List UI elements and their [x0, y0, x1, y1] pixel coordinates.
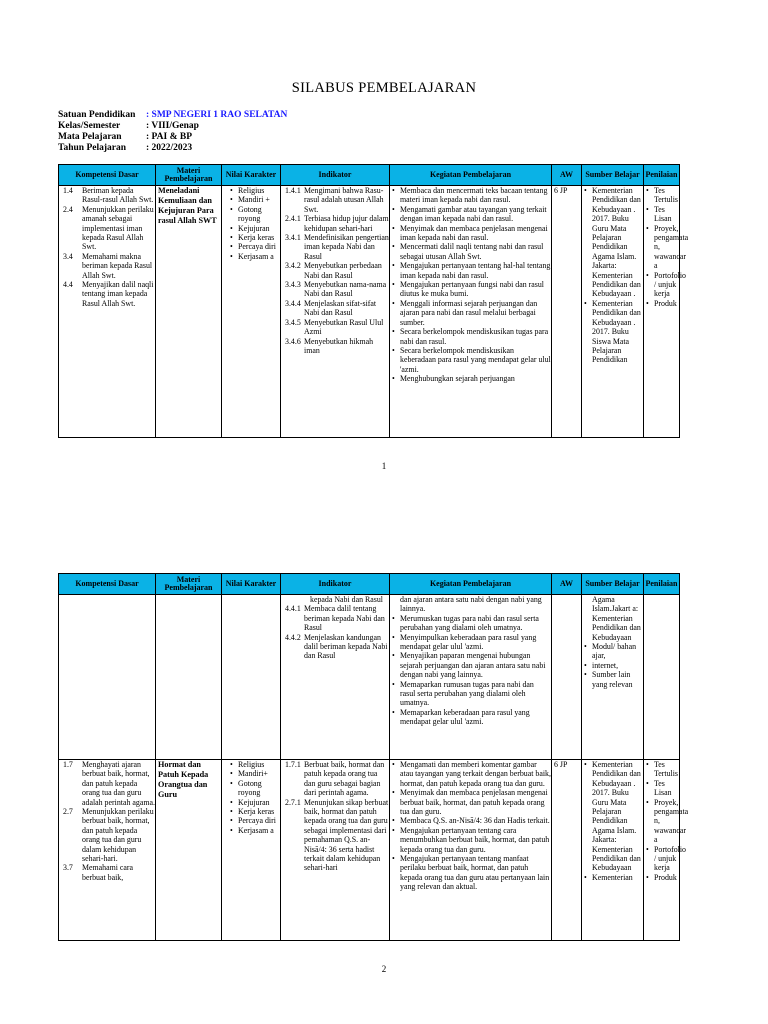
kegiatan-list [390, 186, 551, 384]
kegiatan-item: • Memaparkan rumusan tugas para nabi dan rasul serta perubahan yang dialami oleh umatnya. [400, 680, 551, 708]
sumber-item: • Modul/ bahan ajar, [592, 642, 643, 661]
indikator-list [281, 760, 389, 873]
header-sumber: Sumber Belajar [582, 574, 644, 595]
meta-row-subject [58, 132, 287, 143]
nilai-item: • Kerjasam a [238, 826, 280, 835]
cell-penilaian [644, 760, 689, 941]
indikator-item: 3.4.1 Mendefinisikan pengertian iman kepada Nabi dan Rasul [285, 233, 389, 261]
aw-text: 6 JP [554, 186, 568, 195]
nilai-item: • Mandiri+ [238, 769, 280, 778]
indikator-item: 3.4.5 Menyebutkan Rasul Ulul Azmi [285, 317, 384, 337]
aw-text: 6 JP [554, 760, 568, 769]
sumber-item: • Kementerian [592, 873, 643, 882]
sumber-item: • Kementerian Pendidikan dan Kebudayaan . 2017. Buku Siswa Mata Pelajaran Pendidikan [592, 299, 643, 365]
syllabus-meta [58, 110, 287, 154]
meta-value: : SMP NEGERI 1 RAO SELATAN [146, 110, 288, 120]
nilai-item: • Kejujuran [238, 798, 280, 807]
header-kegiatan: Kegiatan Pembelajaran [390, 574, 552, 595]
header-indikator: Indikator [281, 165, 390, 186]
kegiatan-item: • Merumuskan tugas para nabi dan rasul serta perubahan yang dialami oleh umatnya. [400, 614, 551, 633]
kegiatan-item: • Menggali informasi sejarah perjuangan dan ajaran para nabi dan rasul melalui berbagai sumber. [400, 299, 551, 327]
penilaian-item: • Proyek, pengamata n, wawancar a [654, 798, 679, 845]
meta-value: : PAI & BP [146, 132, 192, 142]
indikator-item: 1.7.1 Berbuat baik, hormat dan patuh kepada orang tua dan guru sebagai bagian dari perintah agama. [285, 760, 385, 798]
materi-text: Meneladani Kemuliaan dan Kejujuran Para rasul Allah SWT [158, 186, 217, 225]
indikator-continued: kepada Nabi dan Rasul [310, 595, 383, 604]
header-indikator: Indikator [281, 574, 390, 595]
penilaian-item: • Tes Tertulis [654, 760, 679, 779]
cell-indikator [281, 760, 390, 941]
indikator-item: 2.7.1 Menunjukan sikap berbuat baik, hormat dan patuh kepada orang tua dan guru sebagai implementasi dari pemahaman Q.S. an-Nisā/4: 36 serta hadist terkait dalam kehidupan sehari-hari [285, 797, 389, 873]
sumber-item: • Sumber lain yang relevan [592, 670, 643, 689]
cell-penilaian [644, 595, 680, 760]
meta-row-school [58, 110, 287, 121]
nilai-list [222, 760, 280, 835]
nilai-item: • Kejujuran [238, 224, 280, 233]
meta-row-year [58, 143, 287, 154]
meta-value: : 2022/2023 [146, 143, 193, 153]
kegiatan-list [390, 614, 551, 727]
header-materi: Materi Pembelajaran [156, 165, 222, 186]
kegiatan-item: • Mengajukan pertanyaan tentang hal-hal tentang iman kepada nabi dan rasul. [400, 261, 551, 280]
nilai-item: • Percaya diri [238, 816, 280, 825]
nilai-item: • Kerjasam a [238, 252, 280, 261]
header-kd: Kompetensi Dasar [59, 165, 156, 186]
cell-materi [156, 186, 222, 438]
kegiatan-item: • Mengamati gambar atau tayangan yang terkait dengan iman kepada nabi dan rasul. [400, 205, 551, 224]
kegiatan-item: • Membaca Q.S. an-Nisā/4: 36 dan Hadis terkait. [400, 816, 551, 825]
kd-list [59, 186, 155, 308]
cell-nilai [222, 595, 281, 760]
kegiatan-continued: dan ajaran antara satu nabi dengan nabi yang lainnya. [400, 595, 542, 614]
nilai-item: • Kerja keras [238, 233, 280, 242]
materi-text: Hormat dan Patuh Kepada Orangtua dan Guru [158, 760, 209, 799]
kegiatan-item: • Menyajikan paparan mengenai hubungan sejarah perjuangan dan ajaran antara satu nabi dengan nabi yang lainnya. [400, 651, 551, 679]
meta-label: Kelas/Semester [58, 121, 121, 131]
indikator-item: 3.4.4 Menjelaskan sifat-sifat Nabi dan Rasul [285, 298, 377, 318]
cell-materi [156, 595, 222, 760]
document-title: SILABUS PEMBELAJARAN [291, 80, 477, 96]
kegiatan-item: • Mengajukan pertanyaan tentang manfaat perilaku berbuat baik, hormat, dan patuh kepada orang tua dan guru atau pertanyaan lain yang relevan dan aktual. [400, 854, 551, 892]
penilaian-item: • Portofolio / unjuk kerja [654, 845, 679, 873]
header-kd: Kompetensi Dasar [59, 574, 156, 595]
penilaian-item: • Tes Tertulis [654, 186, 679, 205]
kegiatan-item: • Membaca dan mencermati teks bacaan tentang materi iman kepada nabi dan rasul. [400, 186, 551, 205]
kegiatan-item: • Menghubungkan sejarah perjuangan [400, 374, 551, 383]
kd-item: 2.7 Menunjukkan perilaku berbuat baik, hormat, dan patuh kepada orang tua dan guru dalam kehidupan sehari-hari. [63, 807, 154, 864]
sumber-list [582, 186, 643, 365]
kegiatan-item: • Mengajukan pertanyaan fungsi nabi dan rasul diutus ke muka bumi. [400, 280, 551, 299]
indikator-item: 2.4.1 Terbiasa hidup jujur dalam kehidupan sehari-hari [285, 214, 389, 233]
cell-kegiatan [390, 186, 552, 438]
cell-sumber [582, 595, 644, 760]
sumber-item: • internet, [592, 661, 643, 670]
page-number: 1 [381, 461, 387, 471]
penilaian-item: • Tes Lisan [654, 779, 679, 798]
cell-indikator [281, 595, 390, 760]
meta-label: Mata Pelajaran [58, 132, 122, 142]
header-sumber: Sumber Belajar [582, 165, 644, 186]
kegiatan-item: • Secara berkelompok mendiskusikan tugas para nabi dan rasul. [400, 327, 551, 346]
header-aw: AW [552, 574, 582, 595]
indikator-item: 4.4.1 Membaca dalil tentang beriman kepada Nabi dan Rasul [285, 604, 385, 633]
kd-item: 3.4 Memahami makna beriman kepada Rasul Allah Swt. [63, 251, 153, 280]
kegiatan-item: • Menyimak dan membaca penjelasan mengenai iman kepada nabi dan rasul. [400, 224, 551, 243]
cell-nilai [222, 186, 281, 438]
penilaian-list [644, 760, 689, 882]
sumber-list [582, 642, 643, 689]
cell-aw [552, 595, 582, 760]
meta-label: Tahun Pelajaran [58, 143, 127, 153]
penilaian-item: • Produk [654, 873, 679, 882]
indikator-item: 3.4.3 Menyebutkan nama-nama Nabi dan Rasul [285, 280, 387, 299]
sumber-continued: Agama Islam.Jakart a: Kementerian Pendidikan dan Kebudayaan [592, 595, 641, 642]
header-nilai: Nilai Karakter [222, 574, 281, 595]
kd-item: 2.4 Menunjukkan perilaku amanah sebagai implementasi iman kepada Rasul Allah Swt. [63, 204, 154, 252]
kegiatan-item: • Mengajukan pertanyaan tentang cara menumbuhkan berbuat baik, hormat, dan patuh kepada orang tua dan guru. [400, 826, 551, 854]
cell-sumber [582, 186, 644, 438]
meta-value: : VIII/Genap [146, 121, 199, 131]
penilaian-item: • Tes Lisan [654, 205, 679, 224]
nilai-item: • Percaya diri [238, 242, 280, 251]
nilai-item: • Gotong royong [238, 779, 280, 798]
nilai-item: • Gotong royong [238, 205, 280, 224]
kegiatan-item: • Mengamati dan memberi komentar gambar atau tayangan yang terkait dengan berbuat baik, hormat, dan patuh kepada orang tua dan guru. [400, 760, 551, 788]
kd-item: 3.7 Memahami cara berbuat baik, [63, 863, 134, 882]
header-aw: AW [552, 165, 582, 186]
nilai-item: • Mandiri + [238, 195, 280, 204]
kegiatan-item: • Secara berkelompok mendiskusikan keberadaan para rasul yang mendapat gelar ulul 'azmi. [400, 346, 551, 374]
cell-kd [59, 186, 156, 438]
cell-sumber [582, 760, 644, 941]
cell-materi [156, 760, 222, 941]
header-penilaian: Penilaian [644, 574, 680, 595]
kd-list [59, 760, 155, 882]
cell-kegiatan [390, 595, 552, 760]
cell-kd [59, 595, 156, 760]
cell-aw [552, 760, 582, 941]
header-nilai: Nilai Karakter [222, 165, 281, 186]
kegiatan-list [390, 760, 551, 892]
indikator-list [281, 186, 389, 355]
nilai-item: • Religius [238, 760, 280, 769]
page-number: 2 [381, 964, 387, 974]
kegiatan-item: • Menyimak dan membaca penjelasan mengenai berbuat baik, hormat, dan patuh kepada orang tua dan guru. [400, 788, 551, 816]
syllabus-table-page-2 [58, 573, 689, 941]
nilai-item: • Kerja keras [238, 807, 280, 816]
indikator-item: 3.4.6 Menyebutkan hikmah iman [285, 336, 374, 355]
cell-aw [552, 186, 582, 438]
kd-item: 4.4 Menyajikan dalil naqli tentang iman kepada Rasul Allah Swt. [63, 280, 154, 308]
header-penilaian: Penilaian [644, 165, 680, 186]
nilai-list [222, 186, 280, 261]
sumber-item: • Kementerian Pendidikan dan Kebudayaan . 2017. Buku Guru Mata Pelajaran Pendidikan Agama Islam. Jakarta: Kementerian Pendidikan dan Kebudayaan [592, 760, 643, 873]
meta-label: Satuan Pendidikan [58, 110, 136, 120]
kegiatan-item: • Memaparkan keberadaan para rasul yang mendapat gelar ulul 'azmi. [400, 708, 551, 727]
indikator-list [281, 604, 389, 660]
kegiatan-item: • Menyimpulkan keberadaan para rasul yang mendapat gelar ulul 'azmi. [400, 633, 551, 652]
kegiatan-item: • Mencermati dalil naqli tentang nabi dan rasul sebagai utusan Allah Swt. [400, 242, 551, 261]
penilaian-item: • Proyek, pengamata n, wawancar a [654, 224, 679, 271]
syllabus-table-page-1 [58, 164, 689, 438]
cell-penilaian [644, 186, 689, 438]
cell-kegiatan [390, 760, 552, 941]
header-materi: Materi Pembelajaran [156, 574, 222, 595]
indikator-item: 3.4.2 Menyebutkan perbedaan Nabi dan Rasul [285, 261, 382, 280]
penilaian-item: • Portofolio / unjuk kerja [654, 271, 679, 299]
meta-row-class [58, 121, 287, 132]
sumber-list [582, 760, 643, 882]
kd-item: 1.4 Beriman kepada Rasul-rasul Allah Swt. [63, 186, 154, 205]
penilaian-list [644, 186, 689, 308]
cell-kd [59, 760, 156, 941]
indikator-item: 4.4.2 Menjelaskan kandungan dalil beriman kepada Nabi dan Rasul [285, 632, 388, 661]
cell-indikator [281, 186, 390, 438]
nilai-item: • Religius [238, 186, 280, 195]
sumber-item: • Kementerian Pendidikan dan Kebudayaan . 2017. Buku Guru Mata Pelajaran Pendidikan Agama Islam. Jakarta: Kementerian Pendidikan dan Kebudayaan . [592, 186, 643, 299]
kd-item: 1.7 Menghayati ajaran berbuat baik, hormat, dan patuh kepada orang tua dan guru adalah perintah agama. [63, 760, 155, 807]
penilaian-item: • Produk [654, 299, 679, 308]
header-kegiatan: Kegiatan Pembelajaran [390, 165, 552, 186]
cell-nilai [222, 760, 281, 941]
indikator-item: 1.4.1 Mengimani bahwa Rasu-rasul adalah utusan Allah Swt. [285, 186, 384, 214]
